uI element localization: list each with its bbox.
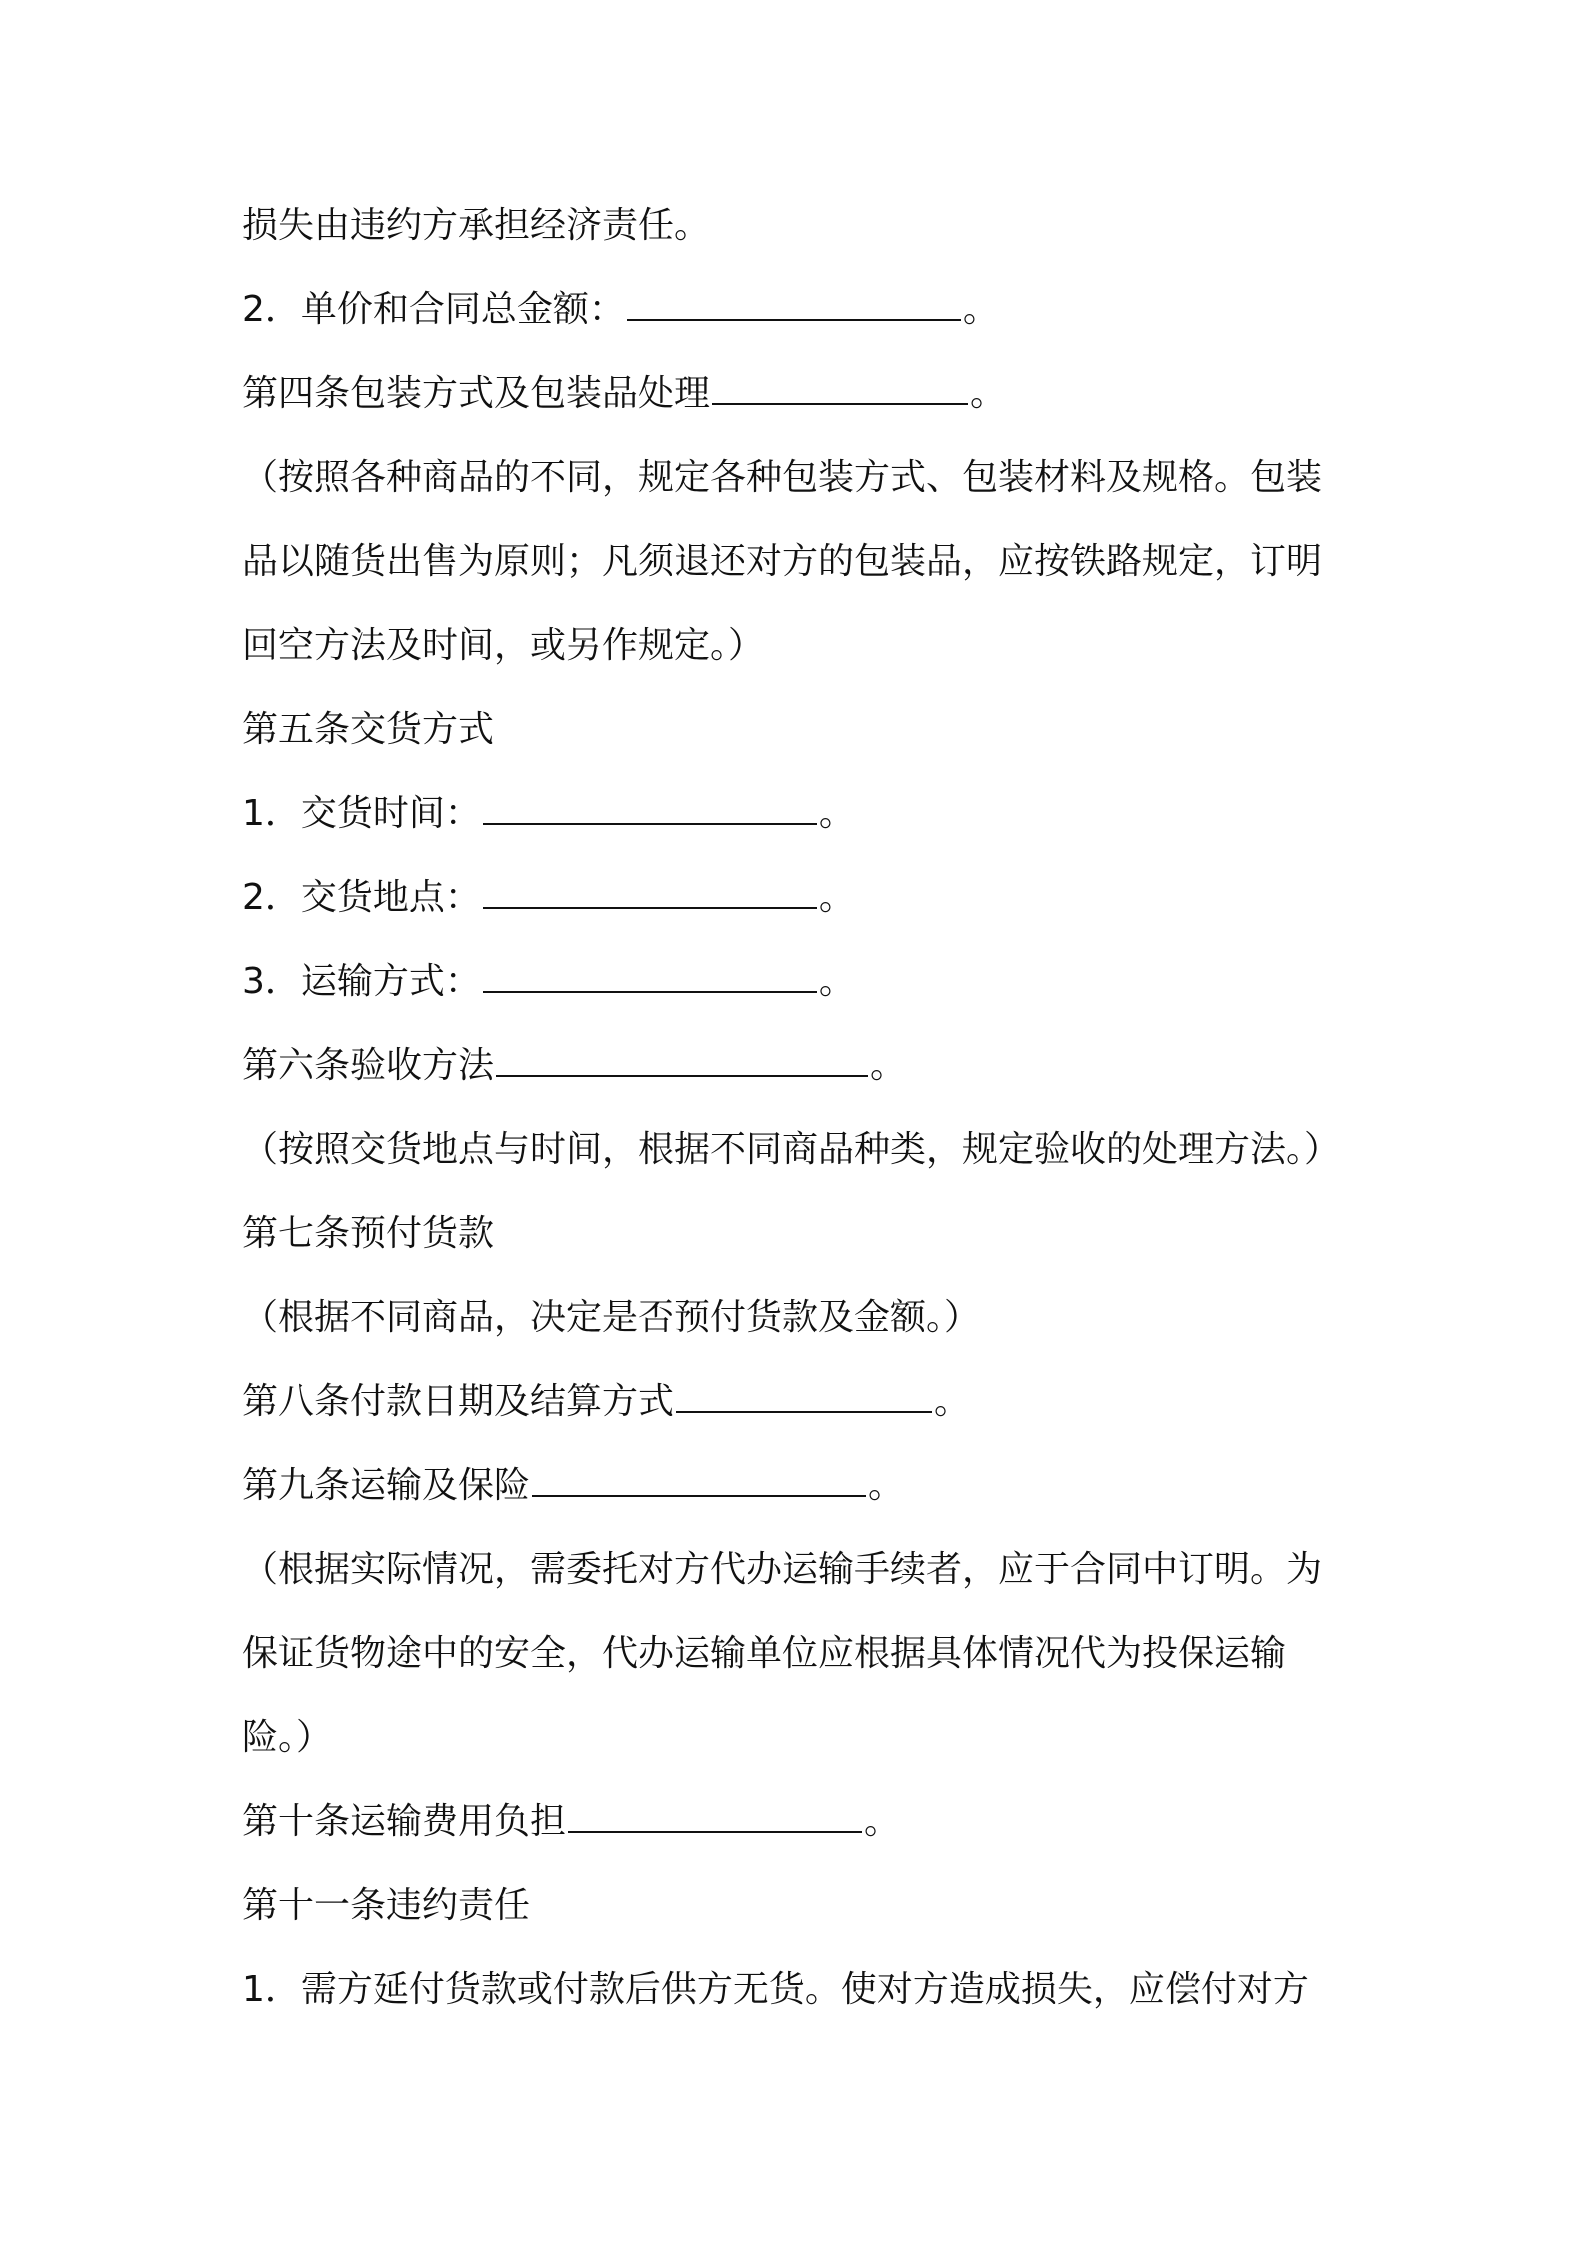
text-line [242,1708,1362,1768]
line-text: 第八条付款日期及结算方式 [242,1381,675,1422]
text-line [242,1036,1362,1096]
line-text: 险。） [242,1717,333,1758]
line-text: 第六条验收方法 [242,1045,495,1086]
fill-in-blank [496,1041,868,1077]
line-text: 回空方法及时间，或另作规定。） [242,625,765,666]
text-line [242,700,1362,760]
line-end-punct: 。 [818,877,855,918]
text-line [242,280,1362,340]
line-text: 第五条交货方式 [242,709,495,750]
text-line [242,1204,1362,1264]
text-line [242,532,1362,592]
line-text: 品以随货出售为原则；凡须退还对方的包装品，应按铁路规定，订明 [242,541,1323,582]
text-line [242,1120,1362,1180]
line-text: 1．需方延付货款或付款后供方无货。使对方造成损失，应偿付对方 [242,1969,1309,2010]
text-line [242,1876,1362,1936]
text-line [242,1792,1362,1852]
fill-in-blank [483,789,817,825]
line-text: （根据不同商品，决定是否预付货款及金额。） [242,1297,981,1338]
fill-in-blank [483,957,817,993]
text-line [242,364,1362,424]
line-end-punct: 。 [868,1465,905,1506]
text-line [242,868,1362,928]
line-text: 第十条运输费用负担 [242,1801,567,1842]
line-text: 3．运输方式： [242,961,481,1002]
text-line [242,1960,1362,2020]
fill-in-blank [712,369,968,405]
line-end-punct: 。 [870,1045,907,1086]
text-line [242,196,1362,256]
fill-in-blank [483,873,817,909]
text-line [242,952,1362,1012]
line-text: 第十一条违约责任 [242,1885,531,1926]
text-line [242,616,1362,676]
line-end-punct: 。 [818,793,855,834]
line-text: 第七条预付货款 [242,1213,495,1254]
fill-in-blank [627,285,961,321]
text-line [242,448,1362,508]
line-text: 2．单价和合同总金额： [242,289,625,330]
text-line [242,784,1362,844]
line-end-punct: 。 [962,289,999,330]
text-line [242,1288,1362,1348]
line-end-punct: 。 [934,1381,971,1422]
line-text: 损失由违约方承担经济责任。 [242,205,711,246]
text-line [242,1540,1362,1600]
line-text: （按照各种商品的不同，规定各种包装方式、包装材料及规格。包装 [242,457,1323,498]
fill-in-blank [532,1461,866,1497]
fill-in-blank [676,1377,932,1413]
fill-in-blank [568,1797,862,1833]
line-text: （按照交货地点与时间，根据不同商品种类，规定验收的处理方法。） [242,1129,1341,1170]
line-text: （根据实际情况，需委托对方代办运输手续者，应于合同中订明。为 [242,1549,1323,1590]
text-line [242,1372,1362,1432]
line-text: 第九条运输及保险 [242,1465,531,1506]
line-end-punct: 。 [864,1801,901,1842]
line-end-punct: 。 [818,961,855,1002]
line-text: 第四条包装方式及包装品处理 [242,373,711,414]
line-text: 2．交货地点： [242,877,481,918]
text-line [242,1456,1362,1516]
line-text: 1．交货时间： [242,793,481,834]
line-text: 保证货物途中的安全，代办运输单位应根据具体情况代为投保运输 [242,1633,1287,1674]
text-line [242,1624,1362,1684]
line-end-punct: 。 [970,373,1007,414]
